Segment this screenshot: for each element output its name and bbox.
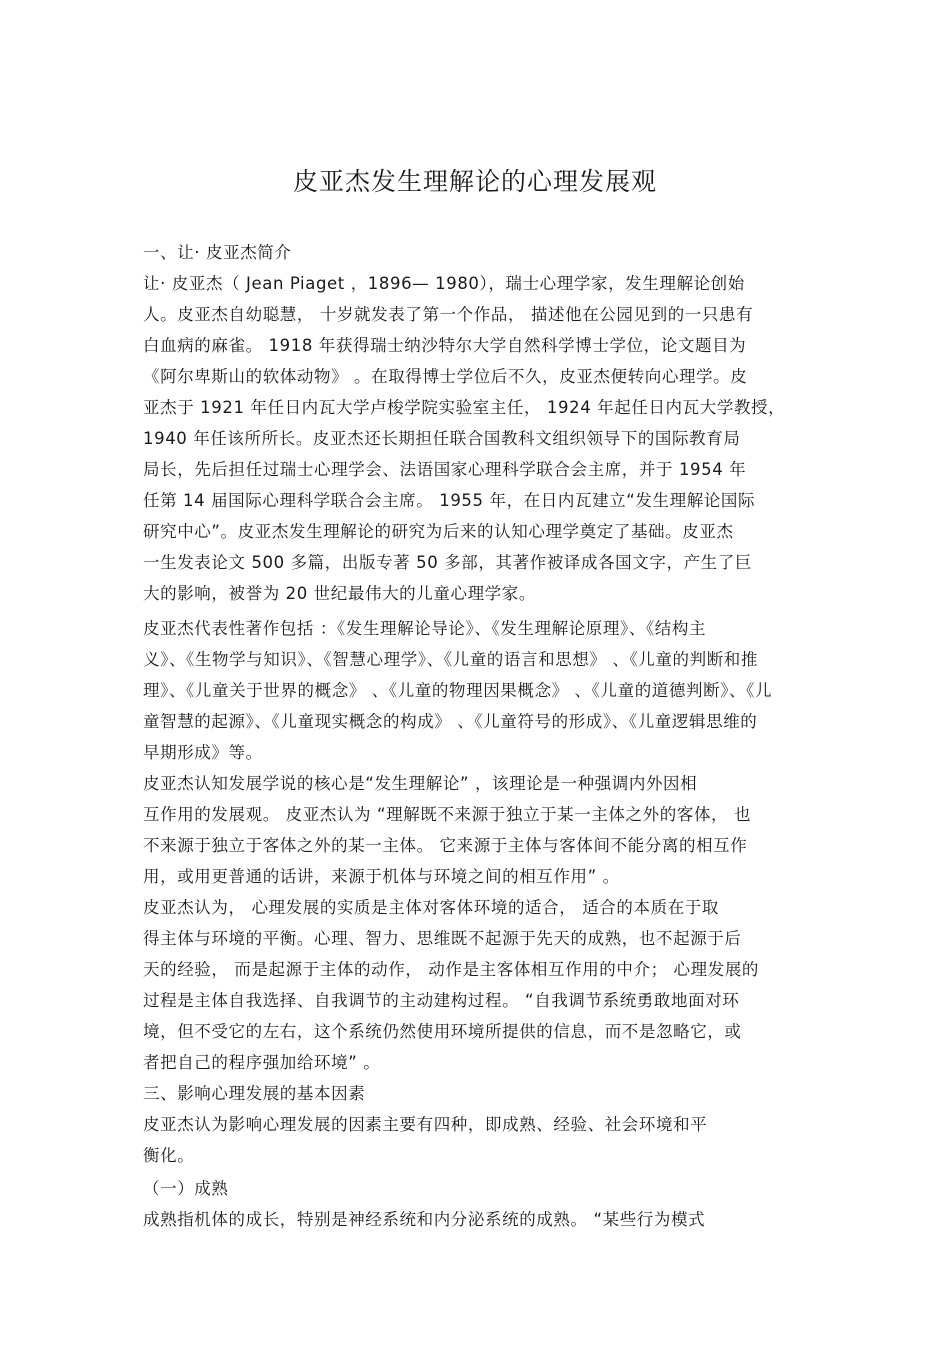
body-line: 一生发表论文 500 多篇，出版专著 50 多部，其著作被译成各国文字，产生了巨	[143, 553, 752, 572]
body-line: 义》、《生物学与知识》、《智慧心理学》、《儿童的语言和思想》 、《儿童的判断和推	[143, 650, 758, 669]
body-line: 皮亚杰认知发展学说的核心是“发生理解论” ，该理论是一种强调内外因相	[143, 774, 698, 793]
body-line: 研究中心”。皮亚杰发生理解论的研究为后来的认知心理学奠定了基础。皮亚杰	[143, 522, 734, 541]
body-line: 过程是主体自我选择、自我调节的主动建构过程。 “自我调节系统勇敢地面对环	[143, 991, 740, 1010]
body-line: 皮亚杰认为影响心理发展的因素主要有四种，即成熟、经验、社会环境和平	[143, 1115, 708, 1134]
body-line: 亚杰于 1921 年任日内瓦大学卢梭学院实验室主任， 1924 年起任日内瓦大学教授，	[143, 398, 786, 417]
body-line: 理》、《儿童关于世界的概念》 、《儿童的物理因果概念》 、《儿童的道德判断》、《儿	[143, 681, 773, 700]
section-heading-intro: 一、让· 皮亚杰简介	[143, 243, 292, 262]
section-heading-factors: 三、影响心理发展的基本因素	[143, 1084, 366, 1103]
body-line: 皮亚杰认为， 心理发展的实质是主体对客体环境的适合， 适合的本质在于取	[143, 898, 719, 917]
body-line: 白血病的麻雀。 1918 年获得瑞士纳沙特尔大学自然科学博士学位，论文题目为	[143, 336, 747, 355]
body-line: 皮亚杰代表性著作包括 ：《发生理解论导论》、《发生理解论原理》、《结构主	[143, 619, 707, 638]
body-line: 《阿尔卑斯山的软体动物》 。在取得博士学位后不久，皮亚杰便转向心理学。皮	[143, 367, 748, 386]
body-line: 衡化。	[143, 1146, 195, 1165]
body-line: 成熟指机体的成长，特别是神经系统和内分泌系统的成熟。 “某些行为模式	[143, 1210, 706, 1229]
body-line: 用，或用更普通的话讲，来源于机体与环境之间的相互作用” 。	[143, 867, 620, 886]
body-line: 不来源于独立于客体之外的某一主体。 它来源于主体与客体间不能分离的相互作	[143, 836, 748, 855]
body-line: 局长，先后担任过瑞士心理学会、法语国家心理科学联合会主席，并于 1954 年	[143, 460, 747, 479]
body-line: 人。皮亚杰自幼聪慧， 十岁就发表了第一个作品， 描述他在公园见到的一只患有	[143, 305, 754, 324]
body-line: 1940 年任该所所长。皮亚杰还长期担任联合国教科文组织领导下的国际教育局	[143, 429, 741, 448]
page-title: 皮亚杰发生理解论的心理发展观	[292, 167, 657, 196]
body-line: 互作用的发展观。 皮亚杰认为 “理解既不来源于独立于某一主体之外的客体， 也	[143, 805, 752, 824]
body-line: 早期形成》等。	[143, 743, 263, 762]
subsection-heading-maturation: （一）成熟	[143, 1179, 229, 1198]
body-line: 大的影响，被誉为 20 世纪最伟大的儿童心理学家。	[143, 584, 536, 603]
body-line: 境，但不受它的左右，这个系统仍然使用环境所提供的信息，而不是忽略它，或	[143, 1022, 742, 1041]
body-line: 得主体与环境的平衡。心理、智力、思维既不起源于先天的成熟，也不起源于后	[143, 929, 742, 948]
body-line: 童智慧的起源》、《儿童现实概念的构成》 、《儿童符号的形成》、《儿童逻辑思维的	[143, 712, 758, 731]
body-line: 天的经验， 而是起源于主体的动作， 动作是主客体相互作用的中介； 心理发展的	[143, 960, 760, 979]
body-line: 者把自己的程序强加给环境” 。	[143, 1053, 381, 1072]
body-line: 让· 皮亚杰（ Jean Piaget ，1896— 1980），瑞士心理学家，发生理解论创始	[143, 274, 745, 293]
body-line: 任第 14 届国际心理科学联合会主席。 1955 年，在日内瓦建立“发生理解论国际	[143, 491, 756, 510]
